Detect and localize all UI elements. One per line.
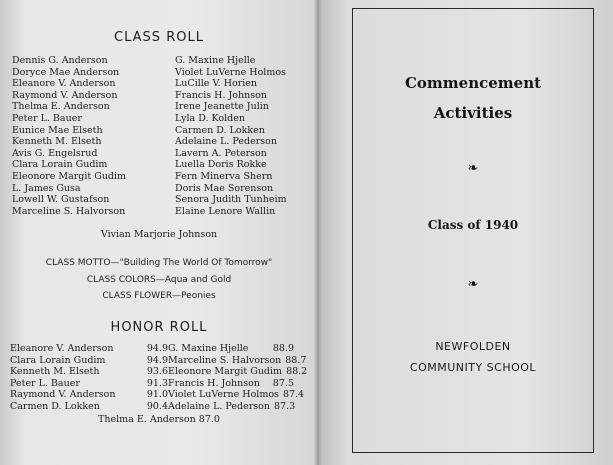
honor-roll-row [10,378,168,390]
class-roll-name: L. James Gusa [12,182,81,194]
honor-score: 90.4 [146,400,168,412]
class-roll-name: Lowell W. Gustafson [12,194,110,206]
honor-name: Clara Lorain Gudim [10,354,106,366]
class-roll-name: Luella Doris Rokke [175,159,267,171]
honor-name: Carmen D. Lokken [10,400,100,412]
class-roll-last-name: Vivian Marjorie Johnson [100,229,218,240]
class-roll-name: Eleanore V. Anderson [12,78,116,90]
honor-roll-row [168,366,308,378]
honor-roll-row [168,401,294,413]
honor-roll-row [168,354,307,367]
class-motto: CLASS MOTTO—"Building The World Of Tomorrow" [45,258,273,268]
honor-roll-right-column [168,343,308,413]
school-name-line2: COMMUNITY SCHOOL [409,361,537,374]
honor-score: 87.4 [282,389,305,401]
fleuron-icon: ❧ [467,277,479,292]
honor-name: Adelaine L. Pederson [168,400,270,412]
honor-roll-left-column [10,343,168,413]
honor-roll-row [10,366,168,378]
class-roll-name: Clara Lorain Gudim [12,159,108,171]
honor-score: 94.9 [146,354,168,366]
class-roll-title: CLASS ROLL [114,30,204,45]
honor-name: Peter L. Bauer [10,377,80,389]
class-colors: CLASS COLORS—Aqua and Gold [86,275,232,285]
honor-name: G. Maxine Hjelle [168,343,249,354]
honor-name: Violet LuVerne Holmos [168,389,279,401]
honor-score: 88.9 [272,343,294,354]
class-roll-name: Carmen D. Lokken [175,124,265,136]
class-roll-name: Lavern A. Peterson [175,147,267,159]
honor-roll-row [168,343,294,355]
class-roll-name: Francis H. Johnson [175,89,267,101]
honor-name: Eleonore Margit Gudim [168,366,283,378]
honor-name: Marceline S. Halvorson [168,354,282,366]
honor-roll-title: HONOR ROLL [110,320,208,335]
honor-roll-row [10,389,168,401]
honor-name: Kenneth M. Elseth [10,366,100,378]
honor-name: Raymond V. Anderson [10,389,116,401]
honor-roll-row [168,389,305,401]
honor-roll-last-entry: Thelma E. Anderson 87.0 [98,414,220,425]
class-roll-name: Raymond V. Anderson [12,89,118,101]
class-roll-name: Eleonore Margit Gudim [12,170,127,182]
class-roll-name: Lyla D. Kolden [175,112,245,124]
cover-title-activities: Activities [433,104,513,122]
class-roll-name: Fern Minerva Shern [175,170,273,182]
class-roll-name: Thelma E. Anderson [12,101,110,113]
honor-score: 88.7 [285,354,307,366]
class-roll-name: Peter L. Bauer [12,112,82,124]
class-roll-name: Irene Jeanette Julin [175,101,269,113]
cover-title-commencement: Commencement [404,74,542,92]
honor-score: 87.3 [273,400,296,412]
class-of-year: Class of 1940 [427,218,519,232]
honor-score: 91.0 [146,389,168,401]
class-roll-name: Kenneth M. Elseth [12,136,102,148]
honor-score: 91.3 [146,377,168,389]
class-flower: CLASS FLOWER—Peonies [102,291,216,301]
class-roll-name: Marceline S. Halvorson [12,205,126,217]
class-roll-name: G. Maxine Hjelle [175,55,256,66]
class-roll-name: Avis G. Engelsrud [12,147,98,159]
class-roll-name: Doris Mae Sorenson [175,182,274,194]
class-roll-name: Dennis G. Anderson [12,55,108,66]
class-roll-name: Adelaine L. Pederson [175,136,277,148]
honor-score: 93.6 [146,366,168,378]
honor-roll-row [10,355,168,367]
honor-score: 94.9 [146,343,168,354]
class-roll-name: Doryce Mae Anderson [12,66,120,78]
honor-roll-row [10,343,168,355]
honor-score: 88.2 [286,366,308,378]
class-roll-name: Elaine Lenore Wallin [175,205,276,217]
honor-name: Eleanore V. Anderson [10,343,114,354]
class-roll-name: Violet LuVerne Holmos [175,66,286,78]
class-roll-name: LuCille V. Horien [175,78,258,90]
class-roll-name: Eunice Mae Elseth [12,124,103,136]
honor-roll-row [10,401,168,413]
fleuron-icon: ❧ [467,161,479,176]
honor-roll-row [168,378,294,390]
school-name-line1: NEWFOLDEN [435,340,511,353]
honor-name: Francis H. Johnson [168,377,260,389]
class-roll-name: Senora Judith Tunheim [175,194,287,206]
honor-score: 87.5 [272,377,294,389]
class-roll-left-column [12,55,126,217]
class-roll-right-column [175,55,287,217]
